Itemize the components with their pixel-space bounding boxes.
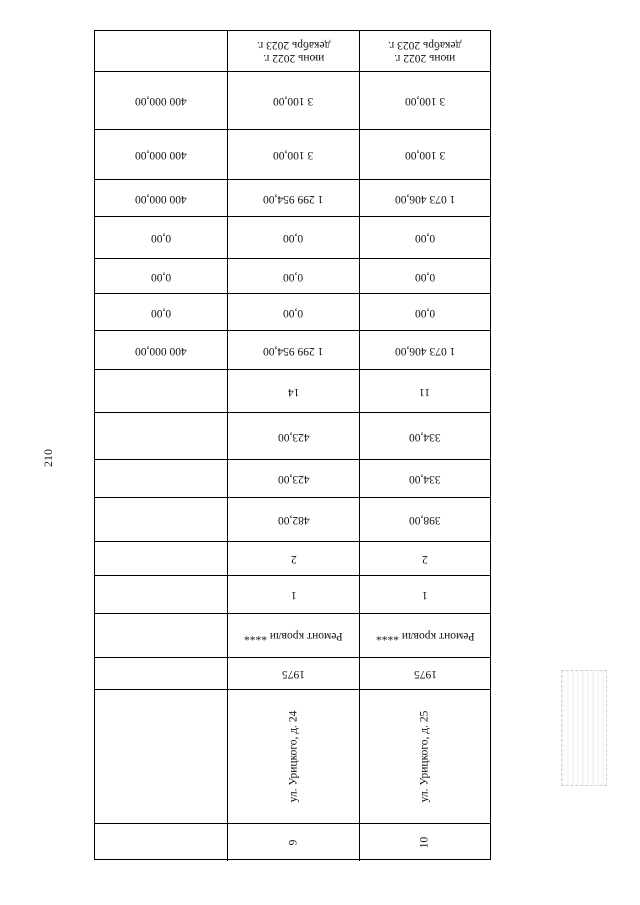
table-row — [95, 71, 490, 129]
table-cell: ул. Урицкого, д. 24 — [227, 690, 359, 823]
table-row — [95, 129, 490, 179]
table-cell: 334,00 — [359, 460, 490, 497]
page-number: 210 — [40, 449, 55, 467]
table-cell: 14 — [227, 370, 359, 412]
table-cell: Ремонт кровли **** — [227, 614, 359, 657]
table-cell: 400 000,00 — [135, 344, 187, 357]
table-cell: 1 299 954,00 — [227, 180, 359, 216]
table-cell: 2 — [359, 542, 490, 575]
table-cell: 0,00 — [227, 217, 359, 258]
table-cell: 3 100,00 — [227, 130, 359, 179]
table-cell: 0,00 — [150, 306, 172, 319]
table-row — [95, 613, 490, 657]
table-row — [95, 657, 490, 689]
table-row-address — [95, 689, 490, 823]
table-cell: июнь 2022 г. декабрь 2023 г. — [359, 31, 490, 71]
table-cell: 423,00 — [227, 413, 359, 459]
table-cell: 1975 — [359, 658, 490, 689]
table-cell: 400 000,00 — [135, 192, 187, 205]
table-cell: 0,00 — [227, 294, 359, 330]
table-cell: июнь 2022 г. декабрь 2023 г. — [227, 31, 359, 71]
table-cell: 1 — [359, 576, 490, 613]
table-cell: 1975 — [227, 658, 359, 689]
table-cell — [95, 824, 227, 861]
table-cell: 398,00 — [359, 498, 490, 541]
table-cell: 0,00 — [359, 217, 490, 258]
table-cell: 334,00 — [359, 413, 490, 459]
table-row-number — [95, 823, 490, 861]
scan-artifact — [561, 670, 607, 786]
table-cell — [95, 614, 227, 657]
table-cell — [95, 542, 227, 575]
table-cell: 423,00 — [227, 460, 359, 497]
table-cell: 0,00 — [359, 294, 490, 330]
table-row — [95, 216, 490, 258]
table-row — [95, 330, 490, 369]
table-cell: Ремонт кровли **** — [359, 614, 490, 657]
table-cell — [95, 658, 227, 689]
table-cell: 3 100,00 — [227, 72, 359, 129]
table-cell: 3 100,00 — [359, 130, 490, 179]
table-cell — [95, 576, 227, 613]
table-row — [95, 541, 490, 575]
table-cell: 10 — [359, 824, 490, 861]
table-cell: 9 — [227, 824, 359, 861]
table-row — [95, 497, 490, 541]
table-cell: 482,00 — [227, 498, 359, 541]
table-cell: 1 073 406,00 — [359, 180, 490, 216]
table-cell: 1 299 954,00 — [227, 331, 359, 369]
table-cell: 400 000,00 — [135, 149, 187, 161]
table-row — [95, 412, 490, 459]
table-cell: 1 073 406,00 — [359, 331, 490, 369]
table-cell: 3 100,00 — [359, 72, 490, 129]
table-cell — [95, 498, 227, 541]
table-cell: 0,00 — [227, 259, 359, 293]
table-cell — [95, 460, 227, 497]
table-cell: 0,00 — [359, 259, 490, 293]
table-row — [95, 293, 490, 330]
table-cell — [95, 370, 227, 412]
table-cell — [95, 413, 227, 459]
estimate-table — [94, 30, 491, 860]
table-cell — [95, 690, 227, 823]
table-row — [95, 369, 490, 412]
table-row — [95, 459, 490, 497]
table-row — [95, 258, 490, 293]
table-cell: 0,00 — [150, 270, 172, 283]
table-cell — [95, 31, 227, 71]
table-row — [95, 575, 490, 613]
table-row — [95, 179, 490, 216]
table-cell: ул. Урицкого, д. 25 — [359, 690, 490, 823]
table-cell: 2 — [227, 542, 359, 575]
table-row-period — [95, 31, 490, 71]
table-cell: 400 000,00 — [135, 95, 187, 107]
table-cell: 0,00 — [150, 232, 172, 244]
table-cell: 11 — [359, 370, 490, 412]
table-cell: 1 — [227, 576, 359, 613]
